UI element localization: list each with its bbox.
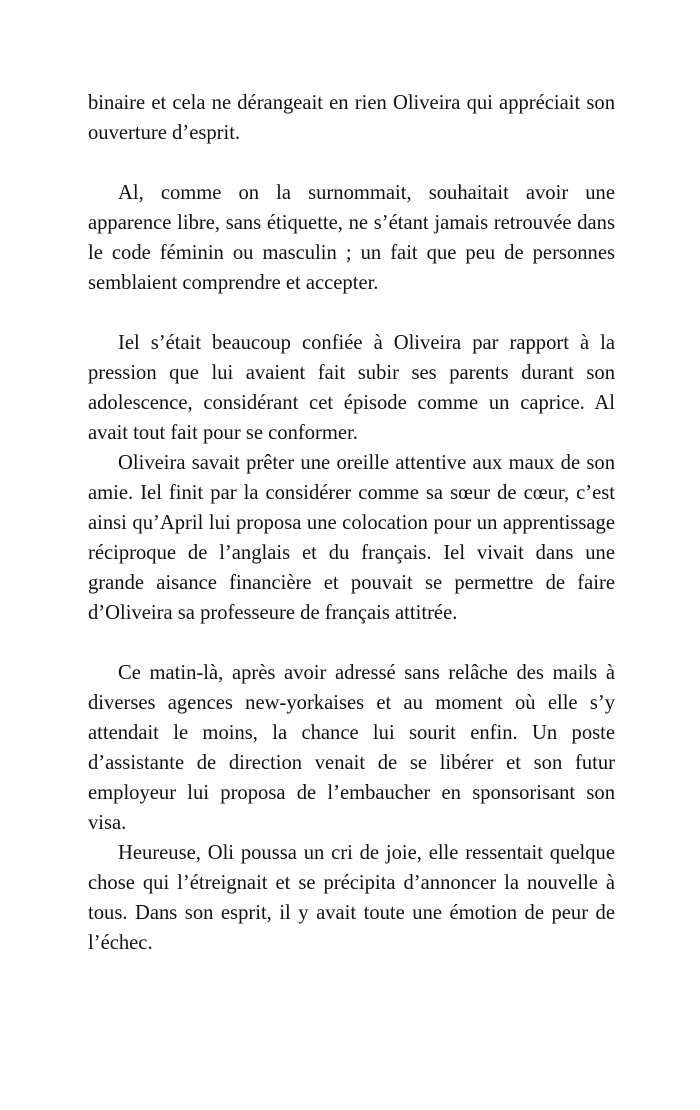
paragraph-al-appearance: Al, comme on la surnommait, souhaitait avoir une apparence libre, sans étiquette, ne s’étant jamais retrouvée dans le code féminin ou masculin ; un fait que peu de personnes semblaient comprendre et accepter. — [88, 182, 615, 294]
paragraph-job-offer: Ce matin-là, après avoir adressé sans relâche des mails à diverses agences new-yorkaises et au moment où elle s’y attendait le moins, la chance lui sourit enfin. Un poste d’assistante de direction venait de se libérer et son futur employeur lui proposa de l’embaucher en sponsorisant son visa. — [88, 662, 615, 834]
book-page-text — [88, 88, 615, 958]
paragraph-joy: Heureuse, Oli poussa un cri de joie, elle ressentait quelque chose qui l’étreignait et se précipita d’annoncer la nouvelle à tous. Dans son esprit, il y avait toute une émotion de peur de l’échec. — [88, 842, 615, 954]
paragraph-continuation: binaire et cela ne dérangeait en rien Oliveira qui appréciait son ouverture d’esprit. — [88, 92, 615, 144]
paragraph-parents-pressure: Iel s’était beaucoup confiée à Oliveira par rapport à la pression que lui avaient fait subir ses parents durant son adolescence, considérant cet épisode comme un caprice. Al avait tout fait pour se conformer. — [88, 332, 615, 444]
paragraph-colocation: Oliveira savait prêter une oreille attentive aux maux de son amie. Iel finit par la considérer comme sa sœur de cœur, c’est ainsi qu’April lui proposa une colocation pour un apprentissage réciproque de l’anglais et du français. Iel vivait dans une grande aisance financière et pouvait se permettre de faire d’Oliveira sa professeure de français attitrée. — [88, 452, 615, 624]
